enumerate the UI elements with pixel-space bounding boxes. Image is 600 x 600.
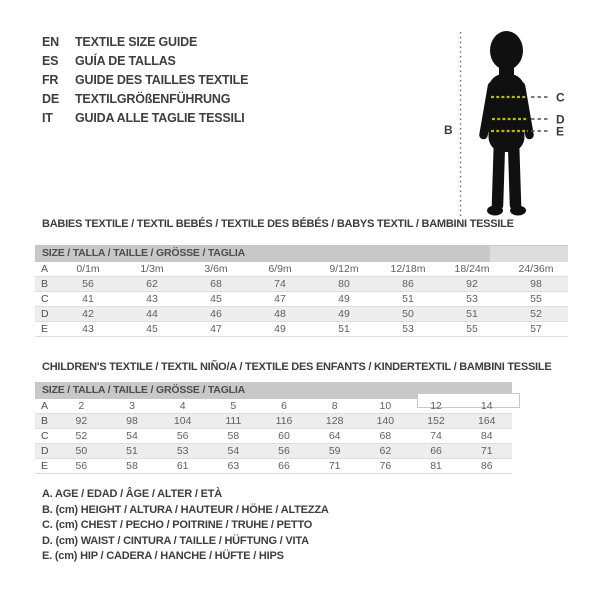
legend-item-chest: C. (cm) CHEST / PECHO / POITRINE / TRUHE / PETTO: [42, 519, 313, 531]
table-cell: 3: [129, 400, 135, 412]
table-cell: 68: [210, 278, 222, 290]
table-cell: 152: [427, 415, 445, 427]
table-cell: 53: [402, 323, 414, 335]
table-cell: 56: [176, 430, 189, 442]
table-cell: 84: [480, 430, 493, 442]
table-cell: 43: [82, 323, 94, 335]
table-row-age: [35, 399, 512, 414]
babies-size-table: [35, 245, 568, 337]
table-cell: 18/24m: [454, 263, 490, 275]
table-cell: 66: [278, 460, 290, 472]
table-cell: 53: [176, 445, 189, 457]
table-cell: 51: [338, 323, 350, 335]
table-cell: 80: [338, 278, 350, 290]
table-cell: 66: [430, 445, 442, 457]
table-row-hip: [35, 459, 512, 474]
table-cell: 92: [466, 278, 478, 290]
size-header-label: SIZE / TALLA / TAILLE / GRÖSSE / TAGLIA: [42, 384, 245, 396]
table-cell: 55: [530, 293, 542, 305]
children-table-rows: [35, 399, 512, 474]
legend-item-age: A. AGE / EDAD / ÂGE / ALTER / ETÀ: [42, 488, 223, 500]
table-cell: 104: [173, 415, 192, 427]
row-label: E: [41, 460, 49, 472]
table-cell: 41: [82, 293, 94, 305]
table-cell: 128: [325, 415, 344, 427]
table-row-hip: [35, 322, 568, 337]
table-cell: 92: [75, 415, 88, 427]
row-label: A: [41, 263, 49, 275]
table-cell: 57: [530, 323, 542, 335]
language-code: DE: [42, 92, 59, 106]
table-cell: 61: [176, 460, 189, 472]
language-title: TEXTILGRÖßENFÜHRUNG: [75, 92, 231, 106]
table-cell: 111: [225, 415, 242, 427]
language-row: [42, 33, 248, 52]
row-label: E: [41, 323, 49, 335]
table-cell: 0/1m: [76, 263, 100, 275]
table-cell: 45: [146, 323, 158, 335]
table-cell: 54: [227, 445, 240, 457]
table-cell: 58: [126, 460, 138, 472]
table-cell: 62: [146, 278, 158, 290]
table-cell: 49: [338, 293, 350, 305]
table-cell: 12/18m: [390, 263, 426, 275]
language-row: [42, 52, 248, 71]
table-cell: 49: [338, 308, 350, 320]
table-cell: 4: [179, 400, 186, 412]
table-cell: 140: [376, 415, 395, 427]
table-cell: 71: [480, 445, 493, 457]
table-cell: 86: [480, 460, 493, 472]
babies-size-header-bar: [35, 245, 568, 262]
table-row-waist: [35, 444, 512, 459]
table-cell: 14: [480, 400, 493, 412]
table-cell: 59: [328, 445, 341, 457]
row-label: D: [41, 445, 49, 457]
table-cell: 58: [227, 430, 240, 442]
table-cell: 51: [402, 293, 414, 305]
language-row: [42, 71, 248, 90]
table-cell: 48: [274, 308, 286, 320]
size-header-label: SIZE / TALLA / TAILLE / GRÖSSE / TAGLIA: [42, 247, 245, 259]
label-waist-d: D: [556, 112, 565, 127]
table-row-waist: [35, 307, 568, 322]
row-label: C: [41, 430, 49, 442]
table-cell: 63: [227, 460, 240, 472]
legend-item-height: B. (cm) HEIGHT / ALTURA / HAUTEUR / HÖHE / ALTEZZA: [42, 503, 329, 516]
table-cell: 52: [75, 430, 88, 442]
table-cell: 50: [402, 308, 414, 320]
table-cell: 74: [430, 430, 442, 442]
label-chest-c: C: [556, 90, 565, 105]
table-cell: 56: [82, 278, 94, 290]
table-cell: 12: [430, 400, 442, 412]
label-height-b: B: [444, 123, 453, 137]
table-cell: 9/12m: [329, 263, 359, 275]
row-label: D: [41, 308, 49, 320]
table-cell: 98: [530, 278, 542, 290]
table-cell: 68: [379, 430, 392, 442]
legend-item-hip: E. (cm) HIP / CADERA / HANCHE / HÜFTE / HIPS: [42, 550, 284, 562]
table-cell: 6/9m: [268, 263, 292, 275]
language-code: FR: [42, 73, 59, 87]
table-cell: 116: [275, 415, 293, 427]
table-cell: 64: [328, 430, 341, 442]
table-cell: 47: [274, 293, 286, 305]
table-cell: 47: [210, 323, 222, 335]
table-cell: 44: [146, 308, 158, 320]
table-cell: 54: [126, 430, 138, 442]
babies-section-title: BABIES TEXTILE / TEXTIL BEBÉS / TEXTILE DES BÉBÉS / BABYS TEXTIL / BAMBINI TESSILE: [42, 218, 514, 230]
row-label: B: [41, 278, 49, 290]
table-cell: 56: [75, 460, 88, 472]
table-cell: 6: [281, 400, 287, 412]
table-cell: 5: [230, 400, 237, 412]
language-title: GUIDE DES TAILLES TEXTILE: [75, 73, 249, 87]
table-cell: 51: [466, 308, 478, 320]
table-cell: 10: [379, 400, 392, 412]
table-cell: 24/36m: [518, 263, 554, 275]
language-code: IT: [42, 111, 53, 125]
language-row: [42, 109, 248, 128]
table-cell: 8: [331, 400, 338, 412]
row-label: B: [41, 415, 49, 427]
label-hip-e: E: [556, 124, 565, 139]
language-title: TEXTILE SIZE GUIDE: [75, 35, 198, 49]
table-row-height: [35, 414, 512, 429]
table-cell: 164: [477, 415, 496, 427]
legend-item-waist: D. (cm) WAIST / CINTURA / TAILLE / HÜFTUNG / VITA: [42, 534, 309, 547]
table-cell: 74: [274, 278, 286, 290]
children-section-title: CHILDREN'S TEXTILE / TEXTIL NIÑO/A / TEXTILE DES ENFANTS / KINDERTEXTIL / BAMBINI TESSILE: [42, 361, 552, 373]
language-code: ES: [42, 54, 59, 68]
language-row: [42, 90, 248, 109]
measurement-legend: [42, 487, 329, 565]
table-cell: 53: [466, 293, 478, 305]
children-size-table: [35, 382, 512, 474]
table-row-chest: [35, 429, 512, 444]
table-cell: 50: [75, 445, 88, 457]
row-label: C: [41, 293, 49, 305]
table-cell: 1/3m: [140, 263, 164, 275]
table-cell: 3/6m: [204, 263, 228, 275]
table-row-height: [35, 277, 568, 292]
table-cell: 55: [466, 323, 478, 335]
language-code: EN: [42, 35, 59, 49]
language-title: GUÍA DE TALLAS: [75, 54, 176, 68]
table-cell: 81: [430, 460, 442, 472]
table-cell: 51: [126, 445, 138, 457]
table-cell: 71: [328, 460, 341, 472]
table-cell: 60: [278, 430, 290, 442]
header-bar-highlight: [490, 246, 568, 262]
table-cell: 98: [126, 415, 138, 427]
table-row-chest: [35, 292, 568, 307]
language-list: [42, 33, 248, 128]
table-cell: 42: [82, 308, 94, 320]
table-cell: 76: [379, 460, 392, 472]
table-row-age: [35, 262, 568, 277]
table-cell: 49: [274, 323, 286, 335]
row-label: A: [41, 400, 49, 412]
table-cell: 56: [278, 445, 290, 457]
measurement-figure: [438, 12, 590, 228]
table-cell: 43: [146, 293, 158, 305]
babies-table-rows: [35, 262, 568, 337]
table-cell: 62: [379, 445, 392, 457]
table-cell: 86: [402, 278, 414, 290]
child-silhouette: [484, 31, 530, 216]
language-title: GUIDA ALLE TAGLIE TESSILI: [75, 111, 245, 125]
table-cell: 2: [78, 400, 85, 412]
table-cell: 52: [530, 308, 542, 320]
table-cell: 45: [210, 293, 222, 305]
table-cell: 46: [210, 308, 222, 320]
